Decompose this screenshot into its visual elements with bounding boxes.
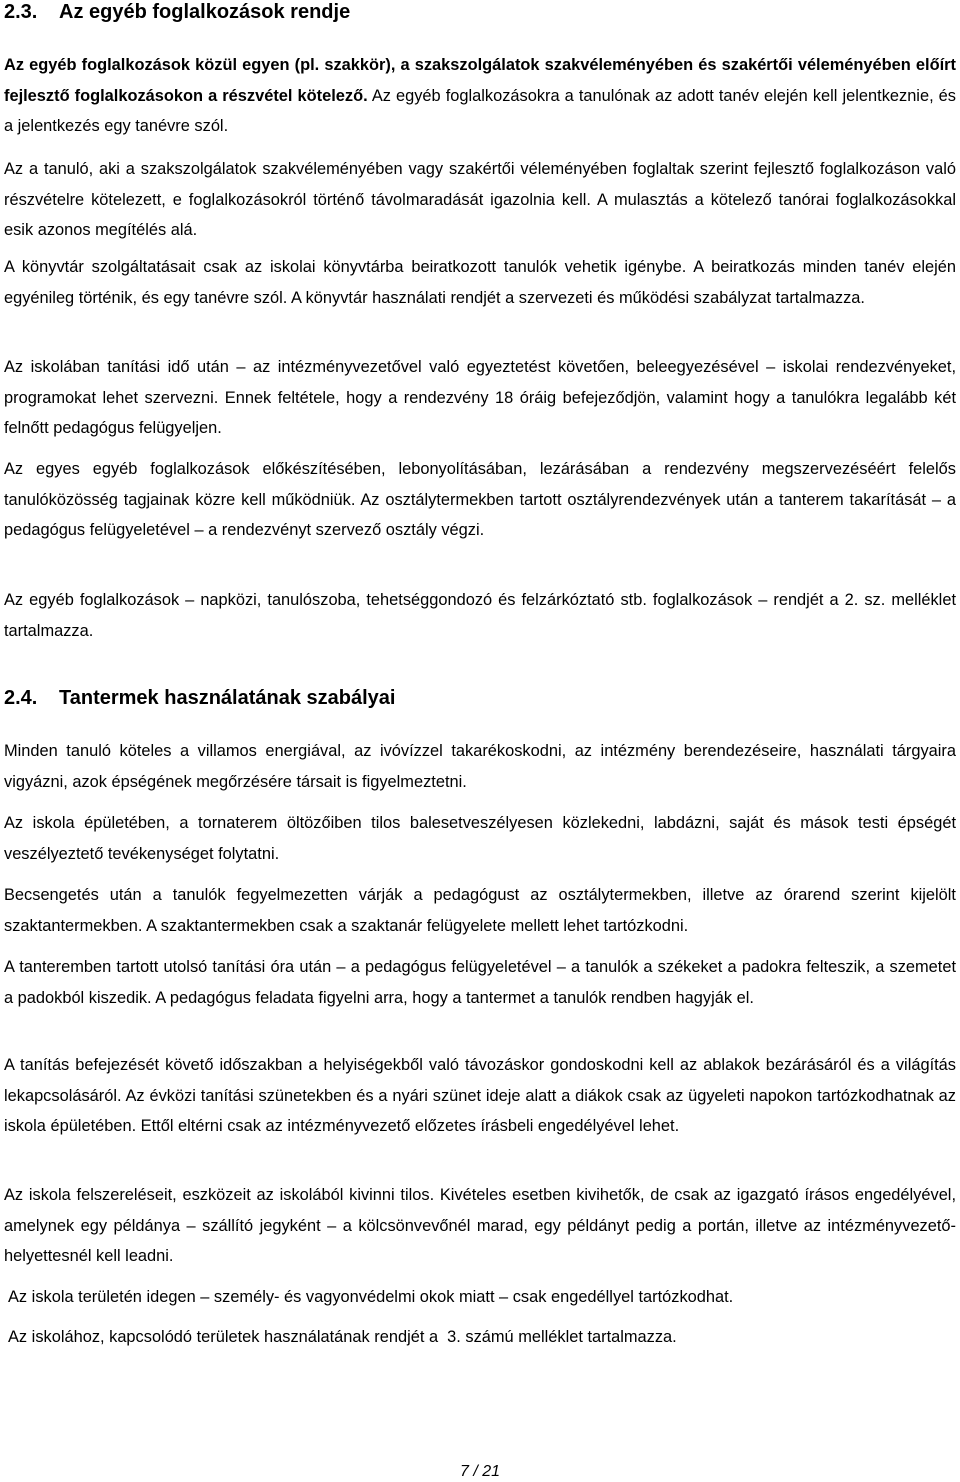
paragraph: Az iskola területén idegen – személy- és vagyonvédelmi okok miatt – csak engedéllyel tartózkodhat. (8, 1288, 734, 1306)
paragraph: A tanteremben tartott utolsó tanítási óra után – a pedagógus felügyeletével – a tanulók a székeket a padokra felteszik, a szemetet a padokból kiszedik. A pedagógus feladata figyelni arra, hogy a tantermet a tanulók rendben hagyják el. (4, 958, 956, 1007)
section-number: 2.3. (4, 1, 38, 23)
paragraph-bold-text: Az egyéb foglalkozások közül egyen (pl. szakkör), a szakszolgálatok szakvéleményében és szakértői véleményében előírt fejlesztő foglalkozásokon a részvétel kötelező. (4, 56, 956, 105)
paragraph (4, 50, 956, 142)
paragraph: A tanítás befejezését követő időszakban a helyiségekből való távozáskor gondoskodni kell az ablakok bezárásáról és a világítás lekapcsolásáról. Az évközi tanítási szünetekben és a nyári szünet ideje alatt a diákok csak az ügyeleti napokon tartózkodhatnak az iskola épületében. Ettől eltérni csak az intézményvezető előzetes írásbeli engedélyével lehet. (4, 1056, 956, 1135)
paragraph: Becsengetés után a tanulók fegyelmezetten várják a pedagógust az osztálytermekben, illetve az órarend szerint kijelölt szaktantermekben. A szaktantermekben csak a szaktanár felügyelete mellett lehet tartózkodni. (4, 886, 956, 935)
paragraph: Minden tanuló köteles a villamos energiával, az ivóvízzel takarékoskodni, az intézmény berendezéseire, használati tárgyaira vigyázni, azok épségének megőrzésére társait is figyelmeztetni. (4, 742, 956, 791)
section-heading-2-3 (4, 0, 350, 24)
paragraph: Az a tanuló, aki a szakszolgálatok szakvéleményében vagy szakértői véleményében foglaltak szerint fejlesztő foglalkozáson való részvételre kötelezett, e foglalkozásokról történő távolmaradását igazolnia kell. A mulasztás a kötelező tanórai foglalkozásokkal esik azonos megítélés alá. (4, 160, 956, 239)
paragraph: Az iskolához, kapcsolódó területek használatának rendjét a 3. számú melléklet tartalmazza. (8, 1328, 677, 1346)
paragraph-text: Az egyéb foglalkozásokra a tanulónak az adott tanév elején kell jelentkeznie, és a jelentkezés egy tanévre szól. (4, 86, 956, 135)
page-number: 7 / 21 (459, 1463, 501, 1480)
paragraph: Az iskolában tanítási idő után – az intézményvezetővel való egyeztetést követően, beleegyezésével – iskolai rendezvényeket, programokat lehet szervezni. Ennek feltétele, hogy a rendezvény 18 óráig befejeződjön, valamint hogy a tanulókra legalább két felnőtt pedagógus felügyeljen. (4, 358, 956, 437)
section-number: 2.4. (4, 687, 38, 709)
paragraph: A könyvtár szolgáltatásait csak az iskolai könyvtárba beiratkozott tanulók vehetik igénybe. A beiratkozás minden tanév elején egyénileg történik, és egy tanévre szól. A könyvtár használati rendjét a szervezeti és működési szabályzat tartalmazza. (4, 258, 956, 307)
paragraph: Az iskola felszereléseit, eszközeit az iskolából kivinni tilos. Kivételes esetben kivihetők, de csak az igazgató írásos engedélyével, amelynek egy példánya – szállító jegyként – a kölcsönvevőnél marad, egy példányt pedig a portán, illetve az intézményvezető-helyettesnél kell leadni. (4, 1186, 956, 1265)
section-heading-2-4 (4, 686, 395, 710)
page-footer (0, 1462, 960, 1482)
paragraph: Az egyes egyéb foglalkozások előkészítésében, lebonyolításában, lezárásában a rendezvény megszervezéséért felelős tanulóközösség tagjainak közre kell működniük. Az osztálytermekben tartott osztályrendezvények után a tanterem takarítását – a pedagógus felügyeletével – a rendezvényt szervező osztály végzi. (4, 460, 956, 539)
section-title: Tantermek használatának szabályai (59, 687, 396, 709)
paragraph: Az iskola épületében, a tornaterem öltözőiben tilos balesetveszélyesen közlekedni, labdázni, saját és mások testi épségét veszélyeztető tevékenységet folytatni. (4, 814, 956, 863)
paragraph: Az egyéb foglalkozások – napközi, tanulószoba, tehetséggondozó és felzárkóztató stb. foglalkozások – rendjét a 2. sz. melléklet tartalmazza. (4, 591, 956, 640)
section-title: Az egyéb foglalkozások rendje (59, 1, 351, 23)
